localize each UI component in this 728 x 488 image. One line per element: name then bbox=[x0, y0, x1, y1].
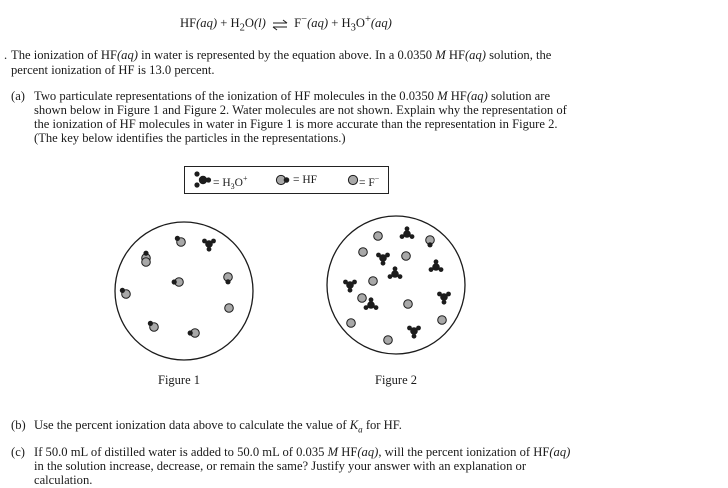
key-f-text: = F bbox=[359, 176, 375, 189]
eq-sub-2: 2 bbox=[239, 22, 245, 34]
key-h3o-text: = H bbox=[213, 176, 231, 189]
figure-2-label: Figure 2 bbox=[375, 373, 418, 387]
part-c-text-c: , will the percent ionization of HF bbox=[378, 445, 550, 459]
eq-aq-3: (aq) bbox=[370, 16, 392, 31]
key-h3o-sup: + bbox=[242, 174, 248, 183]
intro-text-a: The ionization of HF bbox=[11, 48, 117, 62]
equilibrium-arrow-icon bbox=[272, 19, 288, 29]
fluoride-ion-icon bbox=[384, 336, 393, 345]
fluoride-ion-icon bbox=[347, 319, 356, 328]
figure-1-label: Figure 1 bbox=[158, 373, 201, 387]
part-a-molar: M bbox=[437, 89, 448, 103]
part-a-line-3: the ionization of HF molecules in water in Figure 1 is more accurate than the representation in Figure 2. bbox=[34, 117, 558, 131]
key-hf-label: = HF bbox=[293, 174, 318, 186]
part-c-label: (c) bbox=[11, 445, 25, 459]
part-c-aq: (aq) bbox=[357, 445, 379, 459]
part-c-line-2: in the solution increase, decrease, or remain the same? Justify your answer with an explanation or bbox=[34, 459, 527, 473]
fluoride-ion-icon bbox=[358, 294, 367, 303]
eq-hf: HF bbox=[180, 16, 197, 31]
part-b-text-b: for HF. bbox=[362, 418, 402, 432]
part-c-text-a: If 50.0 mL of distilled water is added to 50.0 mL of 0.035 bbox=[34, 445, 328, 459]
part-b-line bbox=[34, 418, 402, 438]
fluoride-ion-icon bbox=[369, 277, 378, 286]
eq-l: (l) bbox=[253, 16, 266, 31]
part-a-line-1 bbox=[34, 89, 550, 104]
part-a-line-4: (The key below identifies the particles in the representations.) bbox=[34, 131, 346, 145]
particle-key bbox=[184, 166, 389, 194]
eq-plus-h3o: + H bbox=[328, 16, 351, 31]
intro-aq: (aq) bbox=[116, 48, 138, 62]
fluoride-ion-icon bbox=[359, 248, 368, 257]
question-bullet: . bbox=[4, 48, 8, 62]
fluoride-ion-icon bbox=[404, 300, 413, 309]
part-c-molar: M bbox=[327, 445, 339, 459]
intro-line-1 bbox=[11, 48, 551, 63]
part-a-text-c: solution are bbox=[487, 89, 551, 103]
part-a-line-2: shown below in Figure 1 and Figure 2. Water molecules are not shown. Explain why the representation of bbox=[34, 103, 567, 117]
key-h3o-label bbox=[213, 174, 248, 191]
eq-minus: − bbox=[301, 14, 308, 25]
key-f-sup: − bbox=[374, 174, 380, 183]
intro-text-b: in water is represented by the equation above. In a 0.0350 bbox=[137, 48, 436, 62]
fluoride-ion-icon bbox=[438, 316, 447, 325]
eq-plus-sup: + bbox=[364, 14, 371, 25]
intro-molar: M bbox=[435, 48, 446, 62]
eq-o-2: O bbox=[355, 16, 365, 31]
part-a-text-b: HF bbox=[447, 89, 467, 103]
part-c-aq-2: (aq) bbox=[549, 445, 571, 459]
key-h3o-o: O bbox=[234, 176, 243, 189]
reaction-equation bbox=[180, 14, 392, 34]
part-c-text-b: HF bbox=[338, 445, 358, 459]
key-f-label bbox=[359, 174, 379, 189]
part-c-line-1 bbox=[34, 445, 570, 460]
key-h3o-sub: 3 bbox=[230, 182, 235, 192]
figure-1-diagram bbox=[108, 216, 268, 376]
eq-o: O bbox=[244, 16, 254, 31]
intro-text-c: HF bbox=[445, 48, 465, 62]
part-a-text-a: Two particulate representations of the ionization of HF molecules in the 0.0350 bbox=[34, 89, 438, 103]
intro-text-d: solution, the bbox=[485, 48, 552, 62]
fluoride-ion-icon bbox=[225, 304, 234, 313]
part-b-label: (b) bbox=[11, 418, 26, 432]
intro-aq-2: (aq) bbox=[464, 48, 486, 62]
eq-aq-1: (aq) bbox=[196, 16, 218, 31]
part-c-line-3: calculation. bbox=[34, 473, 93, 487]
hf-molecule-icon bbox=[273, 168, 293, 192]
eq-aq-2: (aq) bbox=[307, 16, 329, 31]
part-a-label: (a) bbox=[11, 89, 25, 103]
part-b-text-a: Use the percent ionization data above to calculate the value of bbox=[34, 418, 350, 432]
part-b-k: K bbox=[349, 418, 359, 432]
eq-plus-h2o: + H bbox=[217, 16, 240, 31]
part-a-aq: (aq) bbox=[466, 89, 488, 103]
intro-line-2: percent ionization of HF is 13.0 percent. bbox=[11, 63, 215, 77]
figure-2-diagram bbox=[322, 212, 482, 372]
fluoride-ion-icon bbox=[374, 232, 383, 241]
fluoride-ion-icon bbox=[402, 252, 411, 261]
eq-sub-3: 3 bbox=[350, 22, 356, 34]
part-b-sub-a: a bbox=[358, 424, 363, 435]
fluoride-ion-icon bbox=[142, 258, 151, 267]
eq-f: F bbox=[294, 16, 302, 31]
